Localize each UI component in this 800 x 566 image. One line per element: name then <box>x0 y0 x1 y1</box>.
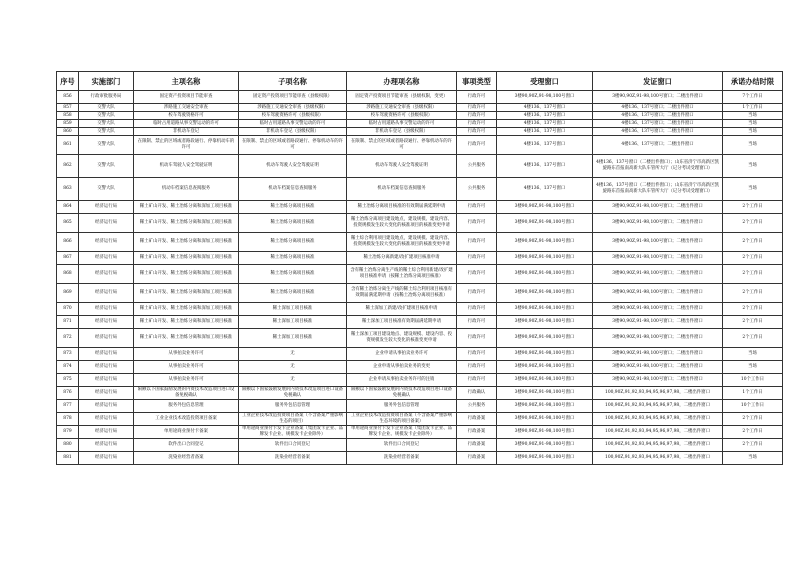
accept-window-cell: 3楼90,90Z,91-98,100号窗口 <box>497 303 593 316</box>
table-row <box>57 316 783 329</box>
main-item-cell: 稀土矿山开发、稀土冶炼分离和深加工项目核准 <box>134 316 239 329</box>
seq-cell: 872 <box>57 329 79 348</box>
item-type-cell: 行政许可 <box>457 361 497 374</box>
item-type-cell: 公共服务 <box>457 178 497 201</box>
accept-window-cell: 3楼90,90Z,91-98,100号窗口 <box>497 439 593 452</box>
table-header-row <box>57 72 783 91</box>
seq-cell: 865 <box>57 214 79 233</box>
accept-window-cell: 4楼136、137号窗口 <box>497 155 593 178</box>
issue-window-cell: 3楼90,90Z,91-98,100号窗口；二楼出件窗口 <box>593 284 723 303</box>
seq-cell: 870 <box>57 303 79 316</box>
handling-item-cell: 临时占用道路从事交警运动的许可 <box>347 120 457 128</box>
issue-window-cell: 100,90Z,91,92,93,94,95,96,97,98，二楼出件窗口 <box>593 413 723 426</box>
seq-cell: 861 <box>57 136 79 155</box>
time-limit-cell: 7个工作日 <box>723 91 783 104</box>
time-limit-cell: 1个工作日 <box>723 387 783 400</box>
department-cell: 经济运行局 <box>79 348 134 361</box>
item-type-cell: 行政许可 <box>457 374 497 387</box>
time-limit-cell: 当场 <box>723 178 783 201</box>
accept-window-cell: 4楼136、137号窗口 <box>497 178 593 201</box>
issue-window-cell: 3楼90,90Z,91-98,100号窗口；二楼出件窗口 <box>593 374 723 387</box>
item-type-cell: 行政备案 <box>457 426 497 439</box>
main-item-cell: 单用途商业预付卡备案 <box>134 426 239 439</box>
issue-window-cell: 4楼136、137号窗口（二楼出件窗口）；山东省济宁市高新区凯旋路东首报南高新大队车管所大厅（记分考试受理窗口） <box>593 155 723 178</box>
issue-window-cell: 3楼90,90Z,91-98,100号窗口；二楼出件窗口 <box>593 91 723 104</box>
item-type-cell: 行政许可 <box>457 303 497 316</box>
main-item-cell: 校车驾驶资格许可 <box>134 112 239 120</box>
table-row <box>57 201 783 214</box>
handling-item-cell: 稀土综合利用项目建设地点，建设规模、建设内容、投资规模发生较大变化的核准项目的核准变更申请 <box>347 233 457 252</box>
handling-item-cell: 稀土深加工项目核准有效期届满延期申请 <box>347 316 457 329</box>
department-cell: 经济运行局 <box>79 252 134 265</box>
accept-window-cell: 3楼90,90Z,91-98,100号窗口 <box>497 413 593 426</box>
department-cell: 经济运行局 <box>79 201 134 214</box>
department-cell: 经济运行局 <box>79 413 134 426</box>
main-item-cell: 机动车驾驶人安全驾驶证明 <box>134 155 239 178</box>
sub-item-cell: 无 <box>239 374 347 387</box>
issue-window-cell: 100,90Z,91,92,93,94,95,96,97,98，二楼出件窗口 <box>593 439 723 452</box>
issue-window-cell: 4楼136、137号窗口；二楼出件窗口 <box>593 112 723 120</box>
department-cell: 经济运行局 <box>79 361 134 374</box>
department-cell: 经济运行局 <box>79 316 134 329</box>
handling-item-cell: 固定资产投资项目节能审查（县级权限，变更） <box>347 91 457 104</box>
accept-window-cell: 4楼136、137号窗口 <box>497 128 593 136</box>
seq-cell: 869 <box>57 284 79 303</box>
department-cell: 行政审批服务局 <box>79 91 134 104</box>
time-limit-cell: 10个工作日 <box>723 400 783 413</box>
table-row <box>57 178 783 201</box>
handling-item-cell: 企业申请从事拍卖业务许可 <box>347 348 457 361</box>
header-seq: 序号 <box>57 72 79 91</box>
handling-item-cell: 非机动车登记（县级权限） <box>347 128 457 136</box>
item-type-cell: 公共服务 <box>457 155 497 178</box>
main-item-cell: 服务外包信息管理 <box>134 400 239 413</box>
sub-item-cell: 机动车档案信息查阅服务 <box>239 178 347 201</box>
seq-cell: 862 <box>57 155 79 178</box>
main-item-cell: 涉路施工交通安全审查 <box>134 104 239 112</box>
department-cell: 交警大队 <box>79 120 134 128</box>
table-row <box>57 348 783 361</box>
seq-cell: 864 <box>57 201 79 214</box>
handling-item-cell: 稀土深加工新建/改扩建项目核准申请 <box>347 303 457 316</box>
time-limit-cell: 2个工作日 <box>723 303 783 316</box>
sub-item-cell: 洗染业经营者备案 <box>239 452 347 465</box>
handling-item-cell: 稀土深加工项目建设地点、建设规模、建设内容、投资规模发生较大变化的核准变更申请 <box>347 329 457 348</box>
issue-window-cell: 3楼90,90Z,91-98,100号窗口；二楼出件窗口 <box>593 348 723 361</box>
time-limit-cell: 2个工作日 <box>723 201 783 214</box>
sub-item-cell: 在限制、禁止的区域或者路段通行、停靠机动车的许可 <box>239 136 347 155</box>
handling-item-cell: 涉路施工交通安全审查（县级权限） <box>347 104 457 112</box>
seq-cell: 856 <box>57 91 79 104</box>
accept-window-cell: 3楼90,90Z,91-98,100号窗口 <box>497 374 593 387</box>
department-cell: 经济运行局 <box>79 400 134 413</box>
sub-item-cell: 软件出口合同登记 <box>239 439 347 452</box>
time-limit-cell: 当场 <box>723 348 783 361</box>
sub-item-cell: 稀土冶炼分离项目核准 <box>239 214 347 233</box>
sub-item-cell: 单用途商业预付卡发卡企业备案（集团发卡企业、品牌发卡企业、规模发卡企业除外） <box>239 426 347 439</box>
item-type-cell: 行政许可 <box>457 348 497 361</box>
department-cell: 经济运行局 <box>79 284 134 303</box>
department-cell: 交警大队 <box>79 112 134 120</box>
accept-window-cell: 3楼90,90Z,91-98,100号窗口 <box>497 329 593 348</box>
handling-item-cell: 企业申请从事拍卖业务的变更 <box>347 361 457 374</box>
main-item-cell: 稀土矿山开发、稀土冶炼分离和深加工项目核准 <box>134 214 239 233</box>
table-row <box>57 214 783 233</box>
item-type-cell: 行政确认 <box>457 387 497 400</box>
time-limit-cell: 2个工作日 <box>723 413 783 426</box>
seq-cell: 875 <box>57 374 79 387</box>
department-cell: 交警大队 <box>79 104 134 112</box>
time-limit-cell: 当场 <box>723 136 783 155</box>
table-row <box>57 265 783 284</box>
main-item-cell: 从事拍卖业务许可 <box>134 361 239 374</box>
time-limit-cell: 2个工作日 <box>723 329 783 348</box>
time-limit-cell: 当场 <box>723 112 783 120</box>
item-type-cell: 行政备案 <box>457 452 497 465</box>
handling-item-cell: 在限制、禁止的区域或者路段通行、停靠机动车的许可 <box>347 136 457 155</box>
seq-cell: 881 <box>57 452 79 465</box>
table-row <box>57 91 783 104</box>
item-type-cell: 行政许可 <box>457 128 497 136</box>
time-limit-cell: 当场 <box>723 120 783 128</box>
accept-window-cell: 3楼90,90Z,91-98,100号窗口 <box>497 348 593 361</box>
time-limit-cell: 当场 <box>723 155 783 178</box>
issue-window-cell: 4楼136、137号窗口；二楼出件窗口 <box>593 128 723 136</box>
seq-cell: 871 <box>57 316 79 329</box>
time-limit-cell: 10个工作日 <box>723 374 783 387</box>
seq-cell: 857 <box>57 104 79 112</box>
sub-item-cell: 机动车驾驶人安全驾驶证明 <box>239 155 347 178</box>
time-limit-cell: 1个工作日 <box>723 104 783 112</box>
department-cell: 经济运行局 <box>79 374 134 387</box>
main-item-cell: 机动车档案信息查阅服务 <box>134 178 239 201</box>
seq-cell: 873 <box>57 348 79 361</box>
table-row <box>57 426 783 439</box>
service-items-sheet <box>56 71 782 465</box>
item-type-cell: 行政许可 <box>457 233 497 252</box>
issue-window-cell: 3楼90,90Z,91-98,100号窗口；二楼出件窗口 <box>593 265 723 284</box>
issue-window-cell: 4楼136、137号窗口；二楼出件窗口 <box>593 104 723 112</box>
handling-item-cell: 含有稀土冶炼分离生产线的稀土综合利用项目核准有效期届满延期申请（按稀土冶炼分离项目核准） <box>347 284 457 303</box>
main-item-cell: 稀土矿山开发、稀土冶炼分离和深加工项目核准 <box>134 329 239 348</box>
item-type-cell: 行政许可 <box>457 252 497 265</box>
sub-item-cell: 稀土深加工项目核准 <box>239 303 347 316</box>
handling-item-cell: 限额以下国家鼓励发展的内资技术改造项目进口设备免税确认 <box>347 387 457 400</box>
issue-window-cell: 3楼90,90Z,91-98,100号窗口；二楼出件窗口 <box>593 329 723 348</box>
item-type-cell: 行政许可 <box>457 316 497 329</box>
sub-item-cell: 无 <box>239 361 347 374</box>
accept-window-cell: 3楼90,90Z,91-98,100号窗口 <box>497 91 593 104</box>
department-cell: 交警大队 <box>79 136 134 155</box>
table-row <box>57 413 783 426</box>
time-limit-cell: 2个工作日 <box>723 265 783 284</box>
table-row <box>57 136 783 155</box>
table-row <box>57 284 783 303</box>
main-item-cell: 临时占用道路从事交警运动的许可 <box>134 120 239 128</box>
department-cell: 经济运行局 <box>79 452 134 465</box>
header-item-type: 事项类型 <box>457 72 497 91</box>
table-row <box>57 400 783 413</box>
table-row <box>57 387 783 400</box>
sub-item-cell: 稀土冶炼分离项目核准 <box>239 233 347 252</box>
item-type-cell: 行政备案 <box>457 439 497 452</box>
table-row <box>57 120 783 128</box>
main-item-cell: 稀土矿山开发、稀土冶炼分离和深加工项目核准 <box>134 252 239 265</box>
table-row <box>57 233 783 252</box>
issue-window-cell: 100,90Z,91,92,93,94,95,96,97,98，二楼出件窗口 <box>593 426 723 439</box>
department-cell: 交警大队 <box>79 155 134 178</box>
issue-window-cell: 3楼90,90Z,91-98,100号窗口；二楼出件窗口 <box>593 233 723 252</box>
table-row <box>57 374 783 387</box>
item-type-cell: 行政许可 <box>457 201 497 214</box>
accept-window-cell: 3楼90,90Z,91-98,100号窗口 <box>497 214 593 233</box>
seq-cell: 866 <box>57 233 79 252</box>
issue-window-cell: 3楼90,90Z,91-98,100号窗口；二楼出件窗口 <box>593 201 723 214</box>
sub-item-cell: 服务外包信息管理 <box>239 400 347 413</box>
main-item-cell: 稀土矿山开发、稀土冶炼分离和深加工项目核准 <box>134 284 239 303</box>
table-row <box>57 155 783 178</box>
issue-window-cell: 3楼90,90Z,91-98,100号窗口；二楼出件窗口 <box>593 303 723 316</box>
item-type-cell: 公共服务 <box>457 400 497 413</box>
table-row <box>57 104 783 112</box>
sub-item-cell: 稀土冶炼分离项目核准 <box>239 265 347 284</box>
accept-window-cell: 4楼136、137号窗口 <box>497 112 593 120</box>
seq-cell: 878 <box>57 413 79 426</box>
item-type-cell: 行政备案 <box>457 413 497 426</box>
item-type-cell: 行政许可 <box>457 112 497 120</box>
header-issue-window: 发证窗口 <box>593 72 723 91</box>
seq-cell: 868 <box>57 265 79 284</box>
table-row <box>57 112 783 120</box>
handling-item-cell: 稀土冶炼分离项目核准的有效期届满延期申请 <box>347 201 457 214</box>
seq-cell: 863 <box>57 178 79 201</box>
seq-cell: 876 <box>57 387 79 400</box>
table-row <box>57 303 783 316</box>
item-type-cell: 行政许可 <box>457 214 497 233</box>
time-limit-cell: 2个工作日 <box>723 214 783 233</box>
sub-item-cell: 限额以下国家鼓励发展的内资技术改造项目进口设备免税确认 <box>239 387 347 400</box>
sub-item-cell: 稀土冶炼分离项目核准 <box>239 201 347 214</box>
handling-item-cell: 企业申请从事拍卖业务许可的注销 <box>347 374 457 387</box>
department-cell: 经济运行局 <box>79 387 134 400</box>
department-cell: 经济运行局 <box>79 265 134 284</box>
seq-cell: 880 <box>57 439 79 452</box>
issue-window-cell: 100,90Z,91,92,93,94,95,96,97,98，二楼出件窗口 <box>593 452 723 465</box>
table-row <box>57 128 783 136</box>
accept-window-cell: 3楼90,90Z,91-98,100号窗口 <box>497 265 593 284</box>
table-row <box>57 329 783 348</box>
sub-item-cell: 工业企业技术改造投资项目备案（不含备案严重影响生态的项目） <box>239 413 347 426</box>
department-cell: 经济运行局 <box>79 214 134 233</box>
item-type-cell: 行政许可 <box>457 120 497 128</box>
header-department: 实施部门 <box>79 72 134 91</box>
department-cell: 经济运行局 <box>79 439 134 452</box>
issue-window-cell: 4楼136、137号窗口；二楼出件窗口 <box>593 120 723 128</box>
department-cell: 交警大队 <box>79 128 134 136</box>
accept-window-cell: 3楼90,90Z,91-98,100号窗口 <box>497 400 593 413</box>
item-type-cell: 行政许可 <box>457 104 497 112</box>
table-row <box>57 361 783 374</box>
department-cell: 经济运行局 <box>79 329 134 348</box>
main-item-cell: 稀土矿山开发、稀土冶炼分离和深加工项目核准 <box>134 233 239 252</box>
department-cell: 交警大队 <box>79 178 134 201</box>
issue-window-cell: 3楼90,90Z,91-98,100号窗口；二楼出件窗口 <box>593 316 723 329</box>
issue-window-cell: 100,90Z,91,92,93,94,95,96,97,98，二楼出件窗口 <box>593 400 723 413</box>
sub-item-cell: 无 <box>239 348 347 361</box>
department-cell: 经济运行局 <box>79 426 134 439</box>
issue-window-cell: 4楼136、137号窗口；二楼出件窗口 <box>593 136 723 155</box>
department-cell: 经济运行局 <box>79 233 134 252</box>
accept-window-cell: 4楼136、137号窗口 <box>497 120 593 128</box>
time-limit-cell: 2个工作日 <box>723 426 783 439</box>
accept-window-cell: 3楼90,90Z,91-98,100号窗口 <box>497 452 593 465</box>
sub-item-cell: 稀土冶炼分离项目核准 <box>239 252 347 265</box>
header-sub-item: 子项名称 <box>239 72 347 91</box>
sub-item-cell: 稀土深加工项目核准 <box>239 329 347 348</box>
handling-item-cell: 服务外包信息管理 <box>347 400 457 413</box>
issue-window-cell: 3楼90,90Z,91-98,100号窗口；二楼出件窗口 <box>593 361 723 374</box>
item-type-cell: 行政许可 <box>457 329 497 348</box>
table-row <box>57 452 783 465</box>
sub-item-cell: 稀土冶炼分离项目核准 <box>239 284 347 303</box>
accept-window-cell: 3楼90,90Z,91-98,100号窗口 <box>497 201 593 214</box>
seq-cell: 877 <box>57 400 79 413</box>
handling-item-cell: 稀土冶炼分离新建/改扩建项目核准申请 <box>347 252 457 265</box>
handling-item-cell: 机动车驾驶人安全驾驶证明 <box>347 155 457 178</box>
time-limit-cell: 当场 <box>723 452 783 465</box>
accept-window-cell: 4楼136、137号窗口 <box>497 104 593 112</box>
seq-cell: 874 <box>57 361 79 374</box>
item-type-cell: 行政许可 <box>457 91 497 104</box>
accept-window-cell: 3楼90,90Z,91-98,100号窗口 <box>497 361 593 374</box>
service-items-table <box>56 71 783 465</box>
handling-item-cell: 稀土冶炼分离项目建设地点，建设规模、建设内容、投资规模发生较大变化的核准项目的核准变更申请 <box>347 214 457 233</box>
handling-item-cell: 工业企业技术改造投资项目备案（不含备案严重影响生态环境的项目备案） <box>347 413 457 426</box>
header-time-limit: 承诺办结时限 <box>723 72 783 91</box>
main-item-cell: 稀土矿山开发、稀土冶炼分离和深加工项目核准 <box>134 201 239 214</box>
time-limit-cell: 2个工作日 <box>723 439 783 452</box>
table-row <box>57 439 783 452</box>
main-item-cell: 工业企业技术改造投资项目备案 <box>134 413 239 426</box>
issue-window-cell: 3楼90,90Z,91-98,100号窗口；二楼出件窗口 <box>593 214 723 233</box>
sub-item-cell: 固定资产投资项目节能审查（县级权限） <box>239 91 347 104</box>
accept-window-cell: 3楼90,90Z,91-98,100号窗口 <box>497 252 593 265</box>
seq-cell: 859 <box>57 120 79 128</box>
table-body <box>57 91 783 465</box>
time-limit-cell: 2个工作日 <box>723 252 783 265</box>
item-type-cell: 行政许可 <box>457 265 497 284</box>
department-cell: 经济运行局 <box>79 303 134 316</box>
table-row <box>57 252 783 265</box>
time-limit-cell: 当场 <box>723 128 783 136</box>
time-limit-cell: 2个工作日 <box>723 233 783 252</box>
seq-cell: 860 <box>57 128 79 136</box>
issue-window-cell: 3楼90,90Z,91-98,100号窗口；二楼出件窗口 <box>593 252 723 265</box>
time-limit-cell: 2个工作日 <box>723 284 783 303</box>
time-limit-cell: 当场 <box>723 361 783 374</box>
main-item-cell: 固定资产投资项目节能审查 <box>134 91 239 104</box>
issue-window-cell: 4楼136、137号窗口（二楼出件窗口）；山东省济宁市高新区凯旋路东首报南高新大队车管所大厅（记分考试受理窗口） <box>593 178 723 201</box>
handling-item-cell: 单用途商业预付卡发卡企业备案（集团发卡企业、品牌发卡企业、规模发卡企业除外） <box>347 426 457 439</box>
sub-item-cell: 校车驾驶资格许可（县级权限） <box>239 112 347 120</box>
accept-window-cell: 3楼90,90Z,91-98,100号窗口 <box>497 426 593 439</box>
handling-item-cell: 含有稀土冶炼分离生产线的稀土综合利用新建/改扩建项目核准申请（按稀土冶炼分离项目核准） <box>347 265 457 284</box>
main-item-cell: 从事拍卖业务许可 <box>134 348 239 361</box>
sub-item-cell: 稀土深加工项目核准 <box>239 316 347 329</box>
main-item-cell: 软件出口合同登记 <box>134 439 239 452</box>
main-item-cell: 稀土矿山开发、稀土冶炼分离和深加工项目核准 <box>134 303 239 316</box>
sub-item-cell: 临时占用道路从事交警运动的许可 <box>239 120 347 128</box>
handling-item-cell: 机动车档案信息查阅服务 <box>347 178 457 201</box>
sub-item-cell: 非机动车登记（县级权限） <box>239 128 347 136</box>
main-item-cell: 非机动车登记 <box>134 128 239 136</box>
accept-window-cell: 3楼90,90Z,91-98,100号窗口 <box>497 316 593 329</box>
seq-cell: 858 <box>57 112 79 120</box>
time-limit-cell: 2个工作日 <box>723 316 783 329</box>
accept-window-cell: 3楼90,90Z,91-98,100号窗口 <box>497 284 593 303</box>
seq-cell: 867 <box>57 252 79 265</box>
header-handling-item: 办理项名称 <box>347 72 457 91</box>
seq-cell: 879 <box>57 426 79 439</box>
handling-item-cell: 软件出口合同登记 <box>347 439 457 452</box>
sub-item-cell: 涉路施工交通安全审查（县级权限） <box>239 104 347 112</box>
header-main-item: 主项名称 <box>134 72 239 91</box>
main-item-cell: 洗染业经营者备案 <box>134 452 239 465</box>
main-item-cell: 在限制、禁止的区域或者路段通行、停靠机动车的许可 <box>134 136 239 155</box>
item-type-cell: 行政许可 <box>457 136 497 155</box>
header-accept-window: 受理窗口 <box>497 72 593 91</box>
main-item-cell: 从事拍卖业务许可 <box>134 374 239 387</box>
main-item-cell: 限额以下国家鼓励发展的内资技术改造项目进口设备免税确认 <box>134 387 239 400</box>
main-item-cell: 稀土矿山开发、稀土冶炼分离和深加工项目核准 <box>134 265 239 284</box>
handling-item-cell: 校车驾驶资格许可（县级权限） <box>347 112 457 120</box>
handling-item-cell: 洗染业经营者备案 <box>347 452 457 465</box>
issue-window-cell: 100,90Z,91,92,93,94,95,96,97,98，二楼出件窗口 <box>593 387 723 400</box>
accept-window-cell: 4楼136、137号窗口 <box>497 136 593 155</box>
accept-window-cell: 3楼90,90Z,91-98,100号窗口 <box>497 387 593 400</box>
accept-window-cell: 3楼90,90Z,91-98,100号窗口 <box>497 233 593 252</box>
item-type-cell: 行政许可 <box>457 284 497 303</box>
